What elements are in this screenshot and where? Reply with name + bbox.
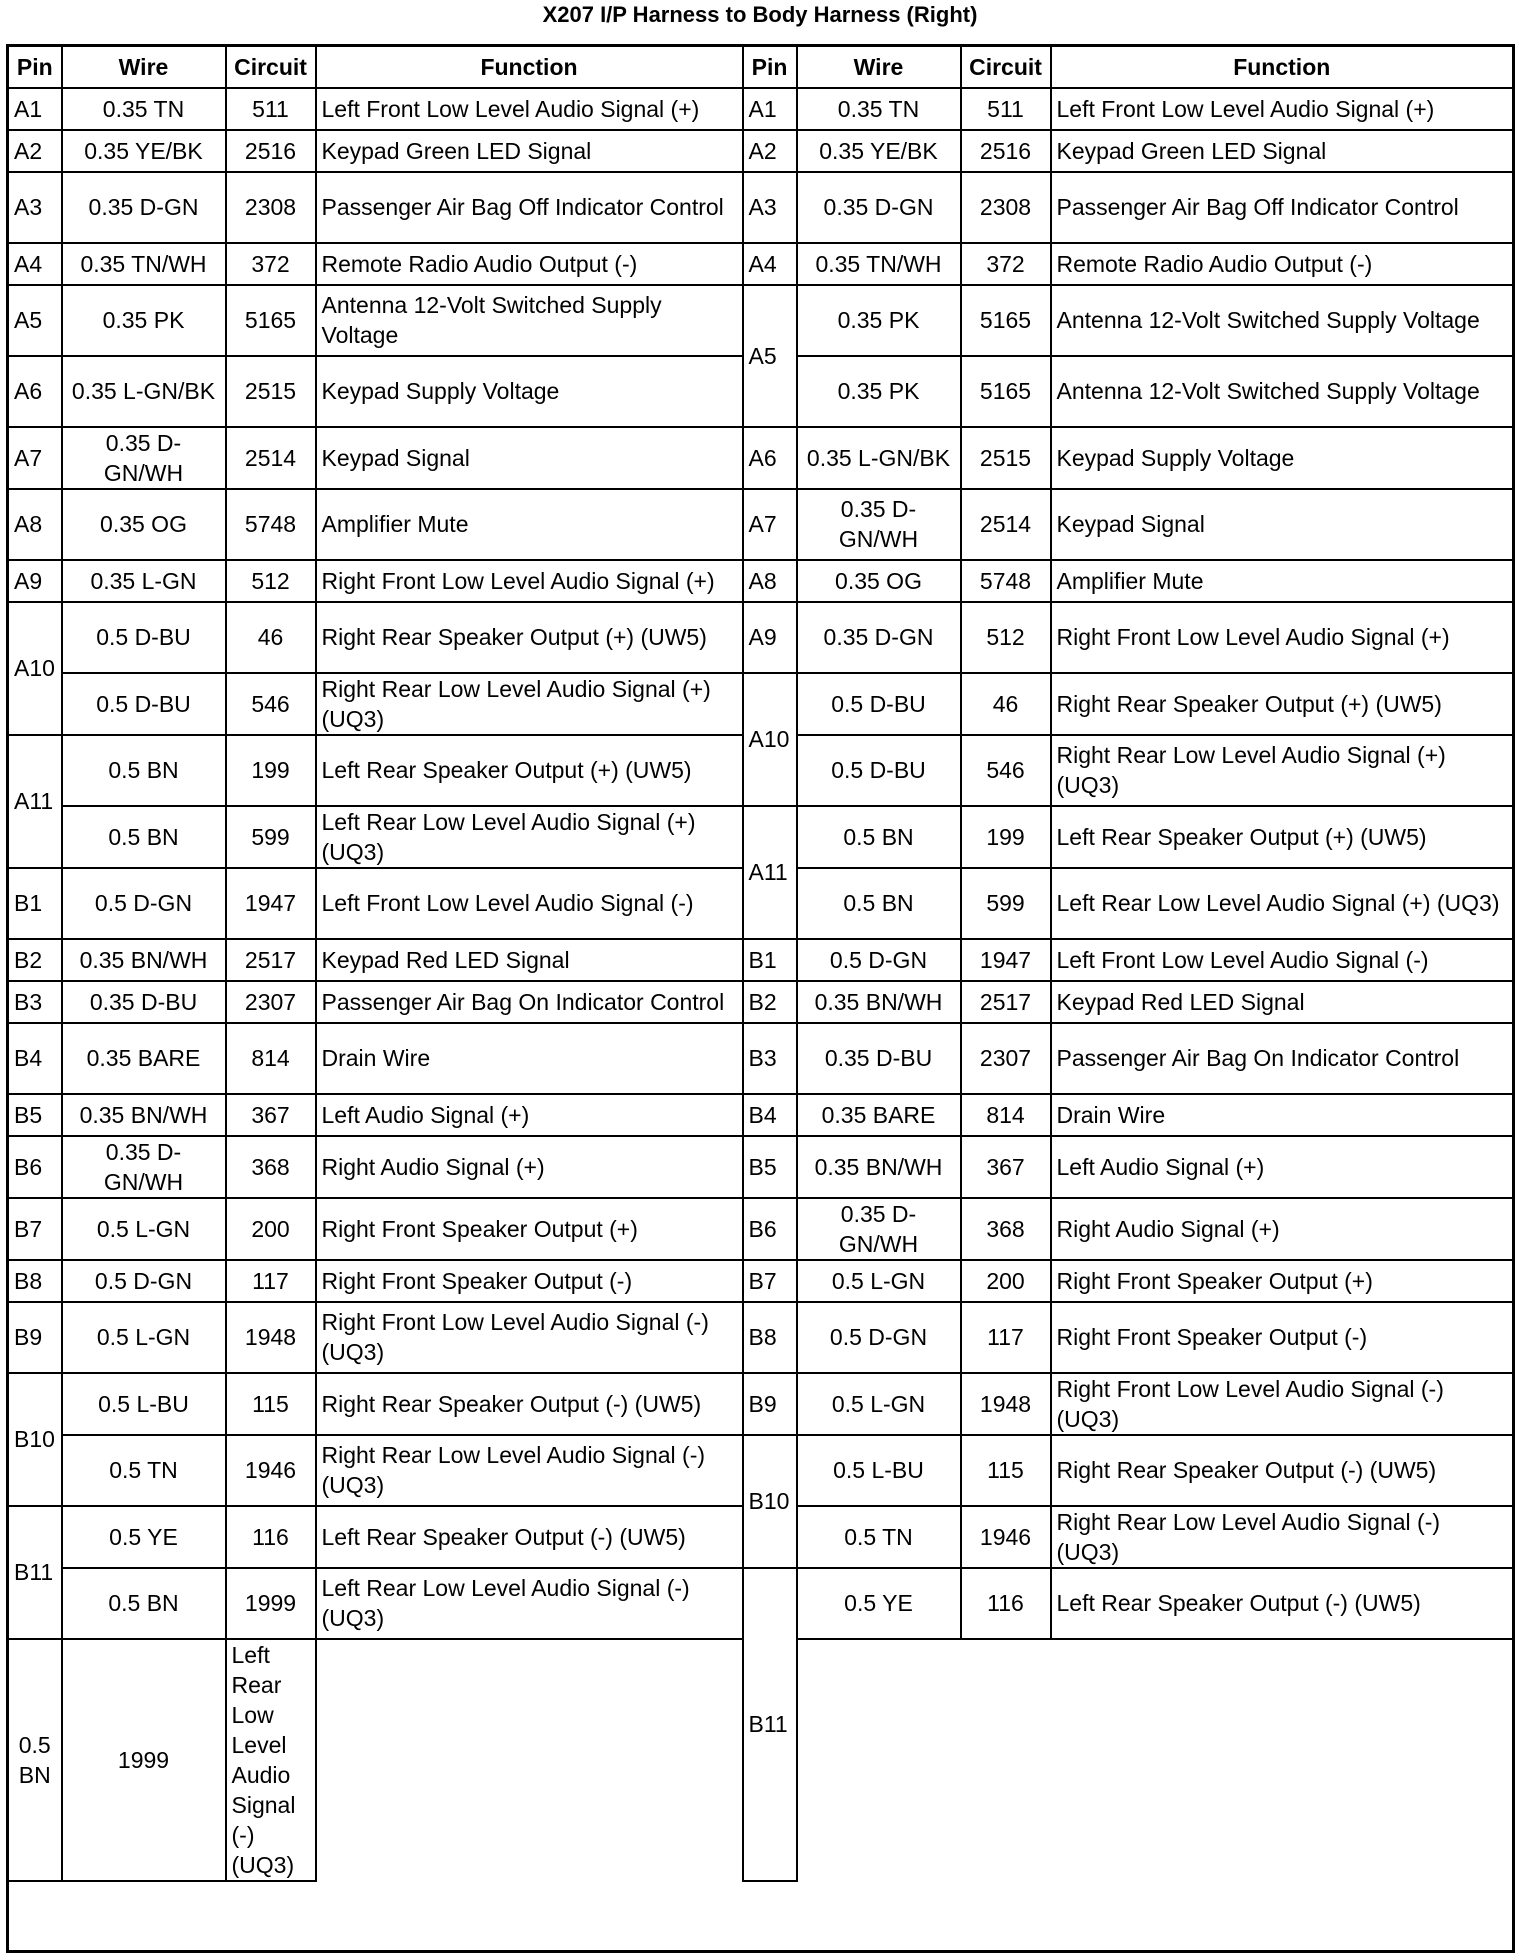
table-row [8,1435,1514,1506]
circuit-cell: 1948 [226,1302,316,1373]
circuit-cell: 599 [226,806,316,868]
function-cell: Left Audio Signal (+) [316,1094,743,1136]
circuit-cell: 546 [226,673,316,735]
header-wire: Wire [62,46,226,88]
header-pin: Pin [743,46,797,88]
function-cell: Keypad Green LED Signal [1051,130,1514,172]
circuit-cell: 511 [226,88,316,130]
wire-cell: 0.5 BN [62,1568,226,1639]
function-cell: Remote Radio Audio Output (-) [1051,243,1514,285]
pin-cell: B4 [8,1023,62,1094]
circuit-cell: 2515 [961,427,1051,489]
wire-cell: 0.35 OG [62,489,226,560]
circuit-cell: 814 [226,1023,316,1094]
circuit-cell: 1999 [62,1639,226,1881]
wire-cell: 0.5 BN [62,735,226,806]
wire-cell: 0.35 BN/WH [62,1094,226,1136]
table-row [8,560,1514,602]
circuit-cell: 1946 [226,1435,316,1506]
pin-cell: B11 [8,1506,62,1639]
circuit-cell: 546 [961,735,1051,806]
pin-cell: A9 [743,602,797,673]
function-cell: Right Rear Low Level Audio Signal (+) (UQ3) [1051,735,1514,806]
wire-cell: 0.35 D-GN/WH [62,427,226,489]
wire-cell: 0.5 D-GN [62,868,226,939]
circuit-cell: 511 [961,88,1051,130]
wire-cell: 0.35 BN/WH [797,981,961,1023]
pin-cell: A4 [743,243,797,285]
circuit-cell: 200 [226,1198,316,1260]
wire-cell: 0.5 L-GN [797,1373,961,1435]
wire-cell: 0.5 L-GN [62,1198,226,1260]
pin-cell: A2 [743,130,797,172]
circuit-cell: 2308 [961,172,1051,243]
circuit-cell: 2517 [226,939,316,981]
circuit-cell: 46 [961,673,1051,735]
pin-cell: A7 [8,427,62,489]
wire-cell: 0.5 BN [797,806,961,868]
circuit-cell: 116 [961,1568,1051,1639]
function-cell: Right Front Low Level Audio Signal (+) [1051,602,1514,673]
wire-cell: 0.5 BN [8,1639,62,1881]
wire-cell: 0.5 L-BU [62,1373,226,1435]
circuit-cell: 512 [226,560,316,602]
wire-cell: 0.35 TN/WH [62,243,226,285]
pin-cell: A5 [8,285,62,356]
pin-cell: B6 [8,1136,62,1198]
circuit-cell: 2514 [226,427,316,489]
header-function: Function [1051,46,1514,88]
pin-cell: A8 [743,560,797,602]
pin-cell: B5 [8,1094,62,1136]
pin-cell: B8 [8,1260,62,1302]
function-cell: Left Rear Low Level Audio Signal (+) (UQ3) [316,806,743,868]
pin-cell: A9 [8,560,62,602]
wire-cell: 0.35 D-GN [62,172,226,243]
circuit-cell: 117 [961,1302,1051,1373]
circuit-cell: 368 [961,1198,1051,1260]
pin-cell: B9 [743,1373,797,1435]
function-cell: Right Audio Signal (+) [1051,1198,1514,1260]
wire-cell: 0.35 D-GN [797,172,961,243]
table-row [8,1568,1514,1639]
pin-cell: A2 [8,130,62,172]
table-row [8,1198,1514,1260]
circuit-cell: 1948 [961,1373,1051,1435]
pin-cell: A6 [743,427,797,489]
table-row [8,130,1514,172]
pin-cell: A10 [8,602,62,735]
wire-cell: 0.35 BN/WH [62,939,226,981]
pin-cell: B2 [743,981,797,1023]
table-row [8,1094,1514,1136]
circuit-cell: 2307 [961,1023,1051,1094]
function-cell: Passenger Air Bag Off Indicator Control [1051,172,1514,243]
circuit-cell: 5165 [226,285,316,356]
circuit-cell: 2307 [226,981,316,1023]
pin-cell: A11 [8,735,62,868]
wire-cell: 0.5 D-GN [797,1302,961,1373]
circuit-cell: 814 [961,1094,1051,1136]
wire-cell: 0.35 PK [797,285,961,356]
function-cell: Right Audio Signal (+) [316,1136,743,1198]
wire-cell: 0.35 L-GN/BK [62,356,226,427]
function-cell: Remote Radio Audio Output (-) [316,243,743,285]
circuit-cell: 115 [226,1373,316,1435]
page-title: X207 I/P Harness to Body Harness (Right) [542,2,978,27]
circuit-cell: 2514 [961,489,1051,560]
function-cell: Right Front Low Level Audio Signal (+) [316,560,743,602]
circuit-cell: 5748 [226,489,316,560]
pin-cell: B7 [743,1260,797,1302]
function-cell: Left Rear Low Level Audio Signal (+) (UQ3) [1051,868,1514,939]
function-cell: Right Rear Speaker Output (+) (UW5) [1051,673,1514,735]
wire-cell: 0.5 TN [797,1506,961,1568]
wire-cell: 0.5 L-GN [62,1302,226,1373]
wire-cell: 0.5 D-BU [797,735,961,806]
pin-cell: A7 [743,489,797,560]
pin-cell: B5 [743,1136,797,1198]
pinout-body [8,88,1514,1952]
wire-cell: 0.5 D-GN [62,1260,226,1302]
circuit-cell: 5165 [961,356,1051,427]
wire-cell: 0.35 TN/WH [797,243,961,285]
function-cell: Right Front Speaker Output (-) [1051,1302,1514,1373]
circuit-cell: 2308 [226,172,316,243]
wire-cell: 0.5 YE [797,1568,961,1639]
wire-cell: 0.5 L-BU [797,1435,961,1506]
function-cell: Left Front Low Level Audio Signal (+) [316,88,743,130]
pin-cell: B10 [743,1435,797,1568]
wire-cell: 0.35 D-BU [797,1023,961,1094]
circuit-cell: 46 [226,602,316,673]
function-cell: Left Rear Low Level Audio Signal (-) (UQ3) [316,1568,743,1639]
pin-cell: B2 [8,939,62,981]
header-wire: Wire [797,46,961,88]
wire-cell: 0.35 TN [797,88,961,130]
table-row [8,939,1514,981]
circuit-cell: 1947 [961,939,1051,981]
table-row [8,172,1514,243]
wire-cell: 0.5 BN [797,868,961,939]
pin-cell: B10 [8,1373,62,1506]
wire-cell: 0.35 D-GN/WH [797,489,961,560]
function-cell: Keypad Supply Voltage [316,356,743,427]
function-cell: Right Rear Speaker Output (+) (UW5) [316,602,743,673]
function-cell: Antenna 12-Volt Switched Supply Voltage [316,285,743,356]
circuit-cell: 2515 [226,356,316,427]
function-cell: Right Front Speaker Output (+) [1051,1260,1514,1302]
function-cell: Right Rear Speaker Output (-) (UW5) [1051,1435,1514,1506]
function-cell: Right Front Low Level Audio Signal (-) (UQ3) [316,1302,743,1373]
pin-cell: B1 [743,939,797,981]
table-row [8,673,1514,735]
function-cell: Amplifier Mute [1051,560,1514,602]
table-row [8,243,1514,285]
wire-cell: 0.35 YE/BK [62,130,226,172]
table-row [8,1881,1514,1952]
pin-cell: B1 [8,868,62,939]
pin-cell: A11 [743,806,797,939]
pin-cell: A10 [743,673,797,806]
header-row [8,46,1514,88]
circuit-cell: 367 [226,1094,316,1136]
table-row [8,285,1514,356]
circuit-cell: 1946 [961,1506,1051,1568]
pin-cell: A6 [8,356,62,427]
circuit-cell: 372 [226,243,316,285]
wire-cell: 0.35 L-GN/BK [797,427,961,489]
table-row [8,1260,1514,1302]
wire-cell: 0.5 TN [62,1435,226,1506]
wire-cell: 0.35 BARE [797,1094,961,1136]
function-cell: Right Rear Low Level Audio Signal (-) (UQ3) [1051,1506,1514,1568]
circuit-cell: 2516 [226,130,316,172]
table-row [8,602,1514,673]
pin-cell: A3 [743,172,797,243]
function-cell: Right Front Speaker Output (+) [316,1198,743,1260]
wire-cell: 0.5 D-BU [62,602,226,673]
function-cell: Right Rear Low Level Audio Signal (-) (UQ3) [316,1435,743,1506]
pin-cell: B8 [743,1302,797,1373]
circuit-cell: 115 [961,1435,1051,1506]
circuit-cell: 367 [961,1136,1051,1198]
wire-cell: 0.35 TN [62,88,226,130]
function-cell: Antenna 12-Volt Switched Supply Voltage [1051,356,1514,427]
pin-cell: B6 [743,1198,797,1260]
wire-cell: 0.35 OG [797,560,961,602]
table-row [8,981,1514,1023]
function-cell: Left Front Low Level Audio Signal (+) [1051,88,1514,130]
function-cell: Passenger Air Bag On Indicator Control [1051,1023,1514,1094]
function-cell: Left Rear Speaker Output (-) (UW5) [1051,1568,1514,1639]
wire-cell: 0.35 PK [62,285,226,356]
function-cell: Keypad Signal [316,427,743,489]
pin-cell: A3 [8,172,62,243]
function-cell: Amplifier Mute [316,489,743,560]
circuit-cell: 116 [226,1506,316,1568]
function-cell: Right Rear Speaker Output (-) (UW5) [316,1373,743,1435]
function-cell: Keypad Green LED Signal [316,130,743,172]
wire-cell: 0.35 BN/WH [797,1136,961,1198]
circuit-cell: 599 [961,868,1051,939]
function-cell: Antenna 12-Volt Switched Supply Voltage [1051,285,1514,356]
circuit-cell: 199 [961,806,1051,868]
function-cell: Left Rear Speaker Output (+) (UW5) [316,735,743,806]
table-row [8,1136,1514,1198]
function-cell: Left Rear Speaker Output (+) (UW5) [1051,806,1514,868]
wire-cell: 0.5 L-GN [797,1260,961,1302]
pin-cell: B4 [743,1094,797,1136]
table-row [8,1023,1514,1094]
header-circuit: Circuit [226,46,316,88]
wire-cell: 0.35 BARE [62,1023,226,1094]
wire-cell: 0.35 L-GN [62,560,226,602]
circuit-cell: 5748 [961,560,1051,602]
header-pin: Pin [8,46,62,88]
function-cell: Keypad Red LED Signal [1051,981,1514,1023]
header-function: Function [316,46,743,88]
circuit-cell: 5165 [961,285,1051,356]
pin-cell: B3 [743,1023,797,1094]
circuit-cell: 372 [961,243,1051,285]
pinout-table [6,44,1515,1953]
wire-cell: 0.5 D-BU [62,673,226,735]
function-cell: Left Rear Speaker Output (-) (UW5) [316,1506,743,1568]
circuit-cell: 199 [226,735,316,806]
function-cell: Left Front Low Level Audio Signal (-) [1051,939,1514,981]
circuit-cell: 2517 [961,981,1051,1023]
function-cell: Drain Wire [316,1023,743,1094]
pin-cell: B9 [8,1302,62,1373]
function-cell: Passenger Air Bag On Indicator Control [316,981,743,1023]
wire-cell: 0.35 D-GN [797,602,961,673]
wire-cell: 0.5 D-BU [797,673,961,735]
circuit-cell: 2516 [961,130,1051,172]
circuit-cell: 368 [226,1136,316,1198]
function-cell: Drain Wire [1051,1094,1514,1136]
table-row [8,88,1514,130]
wire-cell: 0.35 D-BU [62,981,226,1023]
wire-cell: 0.35 PK [797,356,961,427]
table-row [8,427,1514,489]
function-cell: Keypad Signal [1051,489,1514,560]
function-cell: Right Front Speaker Output (-) [316,1260,743,1302]
pin-cell: A5 [743,285,797,427]
pin-cell: A8 [8,489,62,560]
pin-cell: A4 [8,243,62,285]
function-cell: Keypad Supply Voltage [1051,427,1514,489]
pin-cell: B3 [8,981,62,1023]
function-cell: Keypad Red LED Signal [316,939,743,981]
function-cell: Right Front Low Level Audio Signal (-) (UQ3) [1051,1373,1514,1435]
pin-cell: B11 [743,1568,797,1881]
wire-cell: 0.35 YE/BK [797,130,961,172]
function-cell: Left Audio Signal (+) [1051,1136,1514,1198]
function-cell: Passenger Air Bag Off Indicator Control [316,172,743,243]
function-cell: Right Rear Low Level Audio Signal (+) (UQ3) [316,673,743,735]
wire-cell: 0.35 D-GN/WH [62,1136,226,1198]
function-cell: Left Front Low Level Audio Signal (-) [316,868,743,939]
table-row [8,1373,1514,1435]
pin-cell: A1 [743,88,797,130]
wire-cell: 0.35 D-GN/WH [797,1198,961,1260]
table-row [8,1302,1514,1373]
circuit-cell: 117 [226,1260,316,1302]
pin-cell: B7 [8,1198,62,1260]
circuit-cell: 1999 [226,1568,316,1639]
wire-cell: 0.5 YE [62,1506,226,1568]
wire-cell: 0.5 BN [62,806,226,868]
circuit-cell: 1947 [226,868,316,939]
function-cell: Left Rear Low Level Audio Signal (-) (UQ3) [226,1639,316,1881]
table-row [8,489,1514,560]
circuit-cell: 512 [961,602,1051,673]
pin-cell: A1 [8,88,62,130]
wire-cell: 0.5 D-GN [797,939,961,981]
table-row [8,806,1514,868]
header-circuit: Circuit [961,46,1051,88]
circuit-cell: 200 [961,1260,1051,1302]
